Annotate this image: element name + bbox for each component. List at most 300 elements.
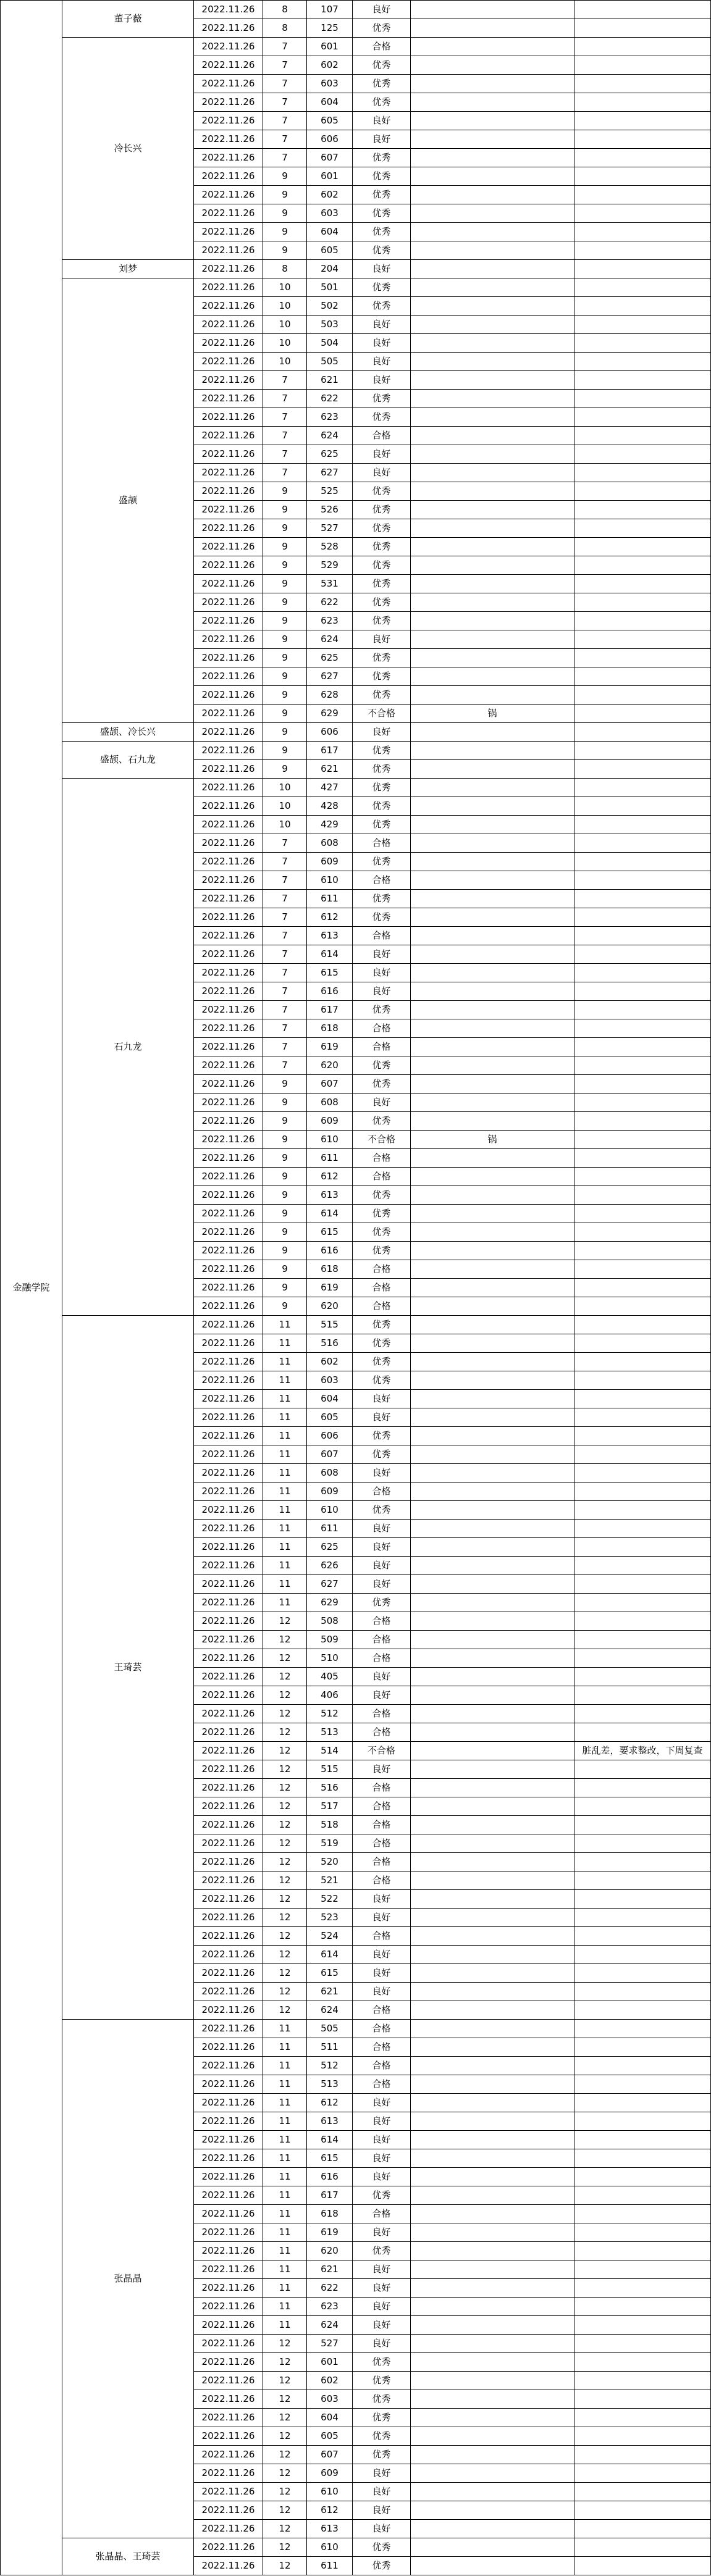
problem-cell xyxy=(411,1353,574,1371)
date-cell: 2022.11.26 xyxy=(194,2372,263,2390)
date-cell: 2022.11.26 xyxy=(194,519,263,538)
date-cell: 2022.11.26 xyxy=(194,408,263,427)
room-cell: 617 xyxy=(307,1001,353,1019)
problem-cell xyxy=(411,334,574,353)
problem-cell xyxy=(411,223,574,241)
building-cell: 11 xyxy=(263,1408,307,1427)
room-cell: 602 xyxy=(307,2372,353,2390)
building-cell: 9 xyxy=(263,649,307,667)
date-cell: 2022.11.26 xyxy=(194,2260,263,2279)
inspector-cell: 张晶晶 xyxy=(62,2020,194,2538)
room-cell: 613 xyxy=(307,2112,353,2131)
remark-cell xyxy=(574,408,711,427)
remark-cell xyxy=(574,1112,711,1131)
building-cell: 7 xyxy=(263,56,307,75)
room-cell: 625 xyxy=(307,445,353,464)
rating-cell: 合格 xyxy=(353,2038,411,2057)
rating-cell: 良好 xyxy=(353,1668,411,1686)
rating-cell: 良好 xyxy=(353,964,411,982)
rating-cell: 优秀 xyxy=(353,408,411,427)
date-cell: 2022.11.26 xyxy=(194,2298,263,2316)
room-cell: 501 xyxy=(307,278,353,297)
building-cell: 11 xyxy=(263,1594,307,1612)
rating-cell: 合格 xyxy=(353,1260,411,1279)
remark-cell xyxy=(574,1131,711,1149)
room-cell: 515 xyxy=(307,1316,353,1334)
rating-cell: 良好 xyxy=(353,1760,411,1779)
problem-cell xyxy=(411,630,574,649)
remark-cell xyxy=(574,1056,711,1075)
rating-cell: 良好 xyxy=(353,2483,411,2501)
rating-cell: 不合格 xyxy=(353,1131,411,1149)
problem-cell xyxy=(411,2001,574,2020)
date-cell: 2022.11.26 xyxy=(194,779,263,797)
building-cell: 11 xyxy=(263,2038,307,2057)
problem-cell xyxy=(411,2057,574,2075)
date-cell: 2022.11.26 xyxy=(194,112,263,130)
inspector-cell: 盛颉、冷长兴 xyxy=(62,723,194,742)
problem-cell xyxy=(411,241,574,260)
remark-cell xyxy=(574,2168,711,2186)
rating-cell: 优秀 xyxy=(353,149,411,167)
room-cell: 622 xyxy=(307,390,353,408)
building-cell: 11 xyxy=(263,2205,307,2223)
room-cell: 601 xyxy=(307,38,353,56)
date-cell: 2022.11.26 xyxy=(194,167,263,186)
rating-cell: 优秀 xyxy=(353,2427,411,2446)
rating-cell: 良好 xyxy=(353,1538,411,1557)
room-cell: 609 xyxy=(307,1482,353,1501)
remark-cell xyxy=(574,1575,711,1594)
rating-cell: 优秀 xyxy=(353,297,411,316)
problem-cell xyxy=(411,797,574,816)
problem-cell xyxy=(411,1371,574,1390)
rating-cell: 优秀 xyxy=(353,667,411,686)
building-cell: 12 xyxy=(263,1816,307,1834)
problem-cell xyxy=(411,1408,574,1427)
problem-cell xyxy=(411,204,574,223)
room-cell: 625 xyxy=(307,1538,353,1557)
room-cell: 516 xyxy=(307,1779,353,1797)
remark-cell xyxy=(574,612,711,630)
building-cell: 12 xyxy=(263,2446,307,2464)
room-cell: 524 xyxy=(307,1927,353,1946)
room-cell: 204 xyxy=(307,260,353,278)
rating-cell: 良好 xyxy=(353,630,411,649)
remark-cell xyxy=(574,1816,711,1834)
building-cell: 12 xyxy=(263,1834,307,1853)
problem-cell xyxy=(411,1038,574,1056)
remark-cell xyxy=(574,1649,711,1668)
room-cell: 604 xyxy=(307,223,353,241)
room-cell: 615 xyxy=(307,2149,353,2168)
remark-cell xyxy=(574,1242,711,1260)
rating-cell: 优秀 xyxy=(353,2409,411,2427)
problem-cell xyxy=(411,2538,574,2557)
rating-cell: 合格 xyxy=(353,927,411,945)
remark-cell xyxy=(574,705,711,723)
rating-cell: 良好 xyxy=(353,2168,411,2186)
problem-cell xyxy=(411,1464,574,1482)
problem-cell xyxy=(411,2149,574,2168)
building-cell: 10 xyxy=(263,297,307,316)
rating-cell: 优秀 xyxy=(353,204,411,223)
rating-cell: 良好 xyxy=(353,945,411,964)
rating-cell: 优秀 xyxy=(353,1205,411,1223)
building-cell: 9 xyxy=(263,538,307,556)
problem-cell xyxy=(411,1168,574,1186)
date-cell: 2022.11.26 xyxy=(194,1260,263,1279)
building-cell: 8 xyxy=(263,19,307,38)
date-cell: 2022.11.26 xyxy=(194,1853,263,1871)
remark-cell xyxy=(574,797,711,816)
rating-cell: 良好 xyxy=(353,334,411,353)
room-cell: 623 xyxy=(307,612,353,630)
problem-cell xyxy=(411,1019,574,1038)
rating-cell: 良好 xyxy=(353,1520,411,1538)
problem-cell xyxy=(411,575,574,593)
building-cell: 7 xyxy=(263,130,307,149)
room-cell: 621 xyxy=(307,1983,353,2001)
date-cell: 2022.11.26 xyxy=(194,2038,263,2057)
date-cell: 2022.11.26 xyxy=(194,390,263,408)
remark-cell xyxy=(574,1612,711,1631)
building-cell: 9 xyxy=(263,186,307,204)
rating-cell: 合格 xyxy=(353,1038,411,1056)
date-cell: 2022.11.26 xyxy=(194,316,263,334)
rating-cell: 良好 xyxy=(353,723,411,742)
problem-cell xyxy=(411,2353,574,2372)
problem-cell xyxy=(411,278,574,297)
problem-cell xyxy=(411,927,574,945)
date-cell: 2022.11.26 xyxy=(194,797,263,816)
building-cell: 9 xyxy=(263,575,307,593)
room-cell: 509 xyxy=(307,1631,353,1649)
remark-cell xyxy=(574,630,711,649)
date-cell: 2022.11.26 xyxy=(194,667,263,686)
building-cell: 12 xyxy=(263,2538,307,2557)
date-cell: 2022.11.26 xyxy=(194,853,263,871)
rating-cell: 良好 xyxy=(353,1964,411,1983)
building-cell: 9 xyxy=(263,1186,307,1205)
remark-cell xyxy=(574,742,711,760)
problem-cell xyxy=(411,93,574,112)
date-cell: 2022.11.26 xyxy=(194,2057,263,2075)
building-cell: 12 xyxy=(263,2464,307,2483)
problem-cell xyxy=(411,2316,574,2335)
problem-cell xyxy=(411,816,574,834)
room-cell: 602 xyxy=(307,186,353,204)
problem-cell xyxy=(411,371,574,390)
remark-cell xyxy=(574,538,711,556)
date-cell: 2022.11.26 xyxy=(194,1205,263,1223)
room-cell: 608 xyxy=(307,1464,353,1482)
remark-cell: 脏乱差，要求整改，下周复查 xyxy=(574,1742,711,1760)
rating-cell: 优秀 xyxy=(353,2372,411,2390)
building-cell: 7 xyxy=(263,38,307,56)
rating-cell: 合格 xyxy=(353,2001,411,2020)
rating-cell: 优秀 xyxy=(353,1353,411,1371)
date-cell: 2022.11.26 xyxy=(194,742,263,760)
remark-cell xyxy=(574,686,711,705)
rating-cell: 优秀 xyxy=(353,1334,411,1353)
room-cell: 611 xyxy=(307,1149,353,1168)
problem-cell xyxy=(411,2223,574,2242)
date-cell: 2022.11.26 xyxy=(194,1538,263,1557)
remark-cell xyxy=(574,2520,711,2538)
building-cell: 12 xyxy=(263,2372,307,2390)
building-cell: 11 xyxy=(263,2223,307,2242)
date-cell: 2022.11.26 xyxy=(194,19,263,38)
date-cell: 2022.11.26 xyxy=(194,186,263,204)
building-cell: 7 xyxy=(263,149,307,167)
remark-cell xyxy=(574,2038,711,2057)
date-cell: 2022.11.26 xyxy=(194,1408,263,1427)
building-cell: 7 xyxy=(263,1019,307,1038)
room-cell: 516 xyxy=(307,1334,353,1353)
date-cell: 2022.11.26 xyxy=(194,816,263,834)
rating-cell: 良好 xyxy=(353,2279,411,2298)
building-cell: 9 xyxy=(263,667,307,686)
remark-cell xyxy=(574,1075,711,1094)
problem-cell xyxy=(411,19,574,38)
remark-cell xyxy=(574,1890,711,1909)
rating-cell: 优秀 xyxy=(353,482,411,501)
problem-cell xyxy=(411,2501,574,2520)
problem-cell xyxy=(411,1482,574,1501)
rating-cell: 合格 xyxy=(353,1149,411,1168)
date-cell: 2022.11.26 xyxy=(194,1668,263,1686)
date-cell: 2022.11.26 xyxy=(194,1075,263,1094)
room-cell: 612 xyxy=(307,1168,353,1186)
problem-cell xyxy=(411,464,574,482)
building-cell: 12 xyxy=(263,1668,307,1686)
building-cell: 12 xyxy=(263,2390,307,2409)
remark-cell xyxy=(574,445,711,464)
room-cell: 629 xyxy=(307,1594,353,1612)
date-cell: 2022.11.26 xyxy=(194,2075,263,2094)
rating-cell: 良好 xyxy=(353,1575,411,1594)
date-cell: 2022.11.26 xyxy=(194,1390,263,1408)
rating-cell: 优秀 xyxy=(353,1501,411,1520)
room-cell: 521 xyxy=(307,1871,353,1890)
building-cell: 7 xyxy=(263,834,307,853)
remark-cell xyxy=(574,2149,711,2168)
problem-cell xyxy=(411,353,574,371)
rating-cell: 优秀 xyxy=(353,612,411,630)
date-cell: 2022.11.26 xyxy=(194,1131,263,1149)
room-cell: 603 xyxy=(307,1371,353,1390)
building-cell: 9 xyxy=(263,630,307,649)
rating-cell: 优秀 xyxy=(353,890,411,908)
remark-cell xyxy=(574,1186,711,1205)
building-cell: 12 xyxy=(263,2353,307,2372)
rating-cell: 优秀 xyxy=(353,853,411,871)
room-cell: 610 xyxy=(307,871,353,890)
building-cell: 7 xyxy=(263,853,307,871)
rating-cell: 合格 xyxy=(353,1705,411,1723)
room-cell: 515 xyxy=(307,1760,353,1779)
room-cell: 619 xyxy=(307,1279,353,1297)
problem-cell xyxy=(411,2260,574,2279)
building-cell: 12 xyxy=(263,1853,307,1871)
problem-cell xyxy=(411,2298,574,2316)
date-cell: 2022.11.26 xyxy=(194,2446,263,2464)
building-cell: 11 xyxy=(263,1482,307,1501)
rating-cell: 合格 xyxy=(353,1853,411,1871)
building-cell: 11 xyxy=(263,2242,307,2260)
room-cell: 518 xyxy=(307,1816,353,1834)
remark-cell xyxy=(574,556,711,575)
rating-cell: 良好 xyxy=(353,464,411,482)
date-cell: 2022.11.26 xyxy=(194,575,263,593)
date-cell: 2022.11.26 xyxy=(194,1760,263,1779)
building-cell: 9 xyxy=(263,482,307,501)
room-cell: 610 xyxy=(307,1131,353,1149)
problem-cell xyxy=(411,149,574,167)
problem-cell xyxy=(411,1594,574,1612)
date-cell: 2022.11.26 xyxy=(194,2464,263,2483)
problem-cell xyxy=(411,908,574,927)
remark-cell xyxy=(574,2020,711,2038)
building-cell: 9 xyxy=(263,1149,307,1168)
building-cell: 7 xyxy=(263,427,307,445)
problem-cell xyxy=(411,427,574,445)
rating-cell: 优秀 xyxy=(353,2353,411,2372)
date-cell: 2022.11.26 xyxy=(194,501,263,519)
room-cell: 107 xyxy=(307,1,353,19)
rating-cell: 优秀 xyxy=(353,797,411,816)
rating-cell: 优秀 xyxy=(353,1316,411,1334)
problem-cell xyxy=(411,2168,574,2186)
remark-cell xyxy=(574,1538,711,1557)
remark-cell xyxy=(574,871,711,890)
room-cell: 624 xyxy=(307,2001,353,2020)
date-cell: 2022.11.26 xyxy=(194,2316,263,2335)
inspector-cell: 盛颉 xyxy=(62,278,194,723)
rating-cell: 优秀 xyxy=(353,278,411,297)
rating-cell: 优秀 xyxy=(353,1427,411,1445)
rating-cell: 合格 xyxy=(353,1649,411,1668)
date-cell: 2022.11.26 xyxy=(194,2427,263,2446)
problem-cell xyxy=(411,890,574,908)
remark-cell xyxy=(574,2298,711,2316)
building-cell: 7 xyxy=(263,871,307,890)
problem-cell xyxy=(411,779,574,797)
problem-cell xyxy=(411,1575,574,1594)
room-cell: 604 xyxy=(307,1390,353,1408)
rating-cell: 合格 xyxy=(353,1168,411,1186)
remark-cell xyxy=(574,2112,711,2131)
problem-cell xyxy=(411,2112,574,2131)
date-cell: 2022.11.26 xyxy=(194,1964,263,1983)
remark-cell xyxy=(574,2464,711,2483)
problem-cell xyxy=(411,1779,574,1797)
inspector-cell: 董子薇 xyxy=(62,1,194,38)
room-cell: 627 xyxy=(307,1575,353,1594)
date-cell: 2022.11.26 xyxy=(194,649,263,667)
date-cell: 2022.11.26 xyxy=(194,1946,263,1964)
building-cell: 11 xyxy=(263,2260,307,2279)
building-cell: 11 xyxy=(263,2094,307,2112)
room-cell: 527 xyxy=(307,2335,353,2353)
problem-cell xyxy=(411,390,574,408)
date-cell: 2022.11.26 xyxy=(194,1279,263,1297)
room-cell: 523 xyxy=(307,1909,353,1927)
remark-cell xyxy=(574,1371,711,1390)
remark-cell xyxy=(574,464,711,482)
building-cell: 10 xyxy=(263,278,307,297)
remark-cell xyxy=(574,945,711,964)
rating-cell: 优秀 xyxy=(353,760,411,779)
date-cell: 2022.11.26 xyxy=(194,1297,263,1316)
room-cell: 619 xyxy=(307,2223,353,2242)
date-cell: 2022.11.26 xyxy=(194,297,263,316)
problem-cell xyxy=(411,38,574,56)
building-cell: 12 xyxy=(263,1890,307,1909)
problem-cell: 锅 xyxy=(411,1131,574,1149)
rating-cell: 良好 xyxy=(353,1,411,19)
problem-cell xyxy=(411,1427,574,1445)
problem-cell xyxy=(411,1834,574,1853)
room-cell: 125 xyxy=(307,19,353,38)
building-cell: 9 xyxy=(263,223,307,241)
room-cell: 602 xyxy=(307,56,353,75)
room-cell: 620 xyxy=(307,2242,353,2260)
room-cell: 502 xyxy=(307,297,353,316)
room-cell: 605 xyxy=(307,241,353,260)
rating-cell: 优秀 xyxy=(353,1001,411,1019)
date-cell: 2022.11.26 xyxy=(194,371,263,390)
date-cell: 2022.11.26 xyxy=(194,56,263,75)
building-cell: 7 xyxy=(263,75,307,93)
rating-cell: 良好 xyxy=(353,2298,411,2316)
rating-cell: 优秀 xyxy=(353,649,411,667)
room-cell: 612 xyxy=(307,2501,353,2520)
problem-cell xyxy=(411,742,574,760)
problem-cell xyxy=(411,316,574,334)
date-cell: 2022.11.26 xyxy=(194,334,263,353)
building-cell: 9 xyxy=(263,167,307,186)
rating-cell: 合格 xyxy=(353,38,411,56)
date-cell: 2022.11.26 xyxy=(194,1186,263,1205)
problem-cell xyxy=(411,2186,574,2205)
building-cell: 12 xyxy=(263,1612,307,1631)
date-cell: 2022.11.26 xyxy=(194,1686,263,1705)
room-cell: 607 xyxy=(307,1075,353,1094)
problem-cell xyxy=(411,2131,574,2149)
problem-cell xyxy=(411,982,574,1001)
remark-cell xyxy=(574,2409,711,2427)
problem-cell xyxy=(411,2557,574,2575)
problem-cell xyxy=(411,834,574,853)
building-cell: 12 xyxy=(263,1742,307,1760)
remark-cell xyxy=(574,390,711,408)
remark-cell xyxy=(574,2223,711,2242)
rating-cell: 良好 xyxy=(353,2131,411,2149)
problem-cell xyxy=(411,1705,574,1723)
rating-cell: 优秀 xyxy=(353,816,411,834)
date-cell: 2022.11.26 xyxy=(194,2205,263,2223)
problem-cell xyxy=(411,1,574,19)
room-cell: 517 xyxy=(307,1797,353,1816)
problem-cell xyxy=(411,482,574,501)
problem-cell xyxy=(411,2075,574,2094)
remark-cell xyxy=(574,760,711,779)
remark-cell xyxy=(574,1205,711,1223)
room-cell: 513 xyxy=(307,1723,353,1742)
remark-cell xyxy=(574,519,711,538)
